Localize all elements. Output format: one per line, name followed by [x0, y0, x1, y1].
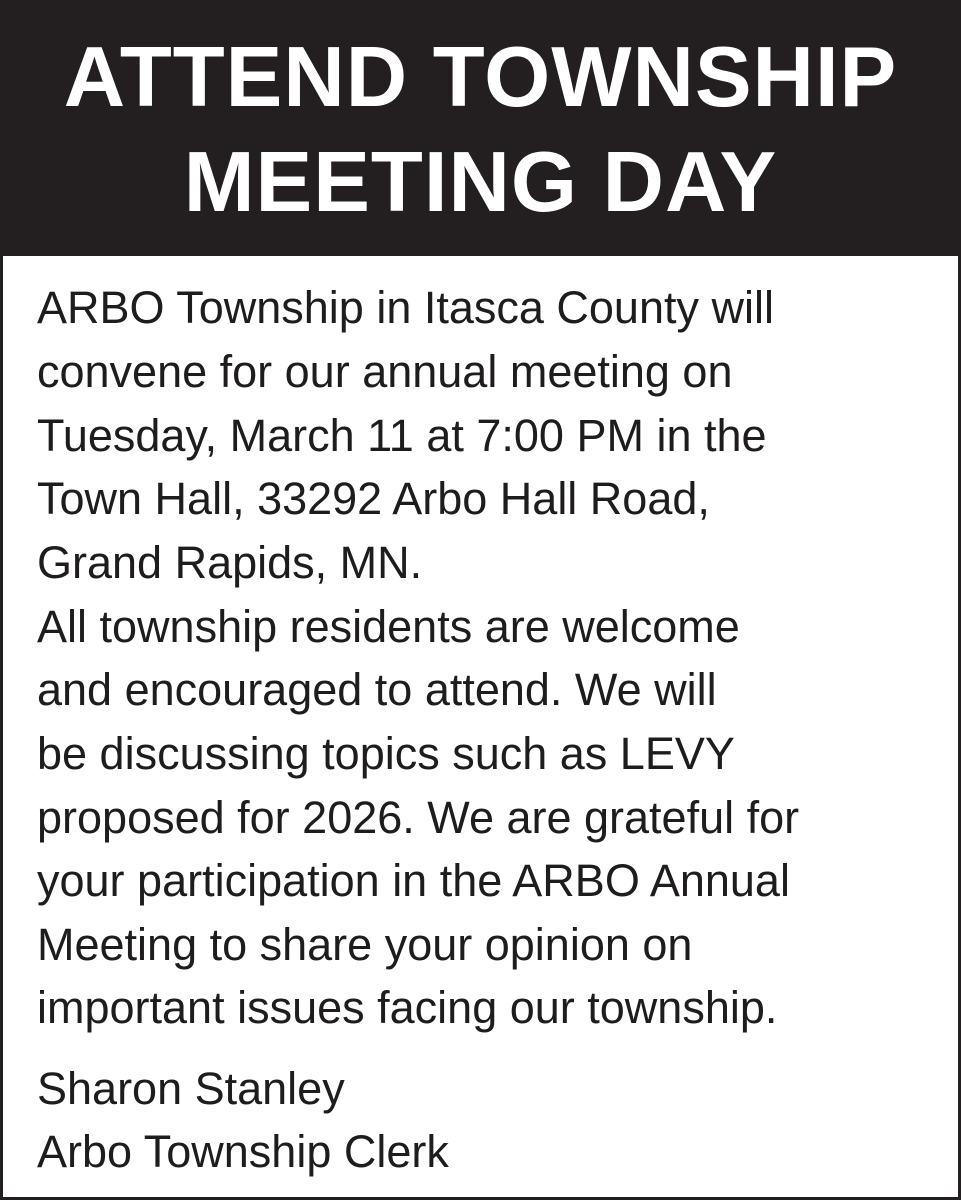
headline-line-2: MEETING DAY	[183, 135, 778, 230]
signature-title: Arbo Township Clerk	[37, 1126, 449, 1177]
headline-line-1: ATTEND TOWNSHIP	[63, 30, 898, 125]
paragraph-2-line: be discussing topics such as LEVY	[37, 728, 735, 779]
paragraph-1-line: Tuesday, March 11 at 7:00 PM in the	[37, 410, 767, 461]
signature-name: Sharon Stanley	[37, 1063, 345, 1114]
paragraph-2-line: proposed for 2026. We are grateful for	[37, 792, 800, 843]
paragraph-2-line: and encouraged to attend. We will	[37, 664, 717, 715]
paragraph-1-line: ARBO Township in Itasca County will	[37, 282, 774, 333]
paragraph-2-line: Meeting to share your opinion on	[37, 919, 693, 970]
paragraph-2-line: All township residents are welcome	[37, 601, 740, 652]
paragraph-1-line: Grand Rapids, MN.	[37, 537, 423, 588]
headline-banner	[3, 3, 958, 256]
paragraph-1-line: Town Hall, 33292 Arbo Hall Road,	[37, 473, 710, 524]
paragraph-2-line: your participation in the ARBO Annual	[37, 855, 790, 906]
paragraph-1-line: convene for our annual meeting on	[37, 346, 733, 397]
paragraph-2-line: important issues facing our township.	[37, 982, 778, 1033]
